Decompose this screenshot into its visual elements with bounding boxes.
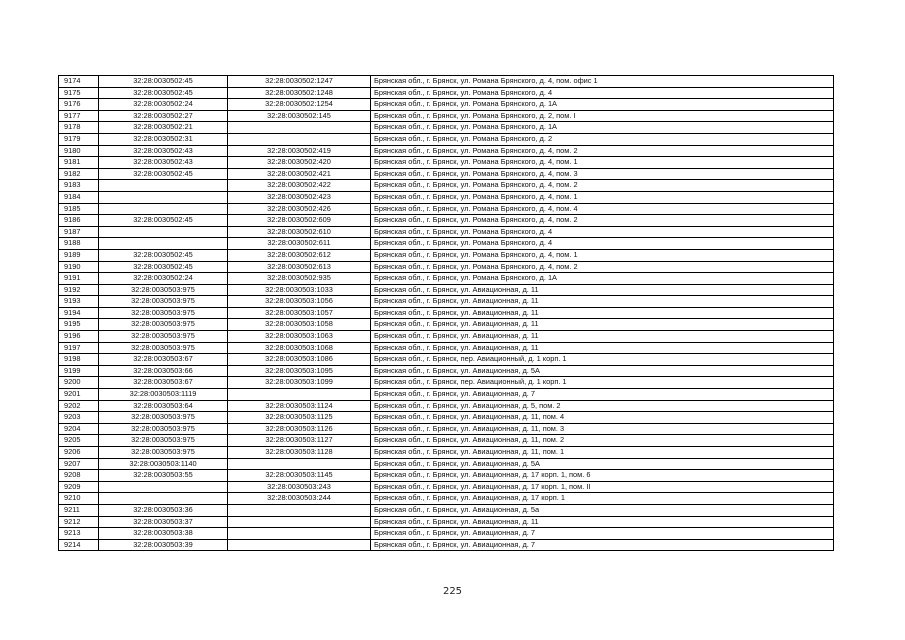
parcel-cadastral-number-cell: 32:28:0030503:55 <box>99 470 228 482</box>
parcel-cadastral-number-cell <box>99 203 228 215</box>
parcel-cadastral-number-cell <box>99 180 228 192</box>
object-cadastral-number-cell <box>228 122 371 134</box>
parcel-cadastral-number-cell: 32:28:0030502:45 <box>99 76 228 88</box>
address-cell: Брянская обл., г. Брянск, ул. Авиационная, д. 5а <box>371 504 834 516</box>
object-cadastral-number-cell <box>228 389 371 401</box>
address-cell: Брянская обл., г. Брянск, ул. Романа Брянского, д. 4, пом. 2 <box>371 215 834 227</box>
table-row <box>59 423 834 435</box>
parcel-cadastral-number-cell: 32:28:0030503:975 <box>99 284 228 296</box>
object-cadastral-number-cell: 32:28:0030503:1126 <box>228 423 371 435</box>
parcel-cadastral-number-cell: 32:28:0030503:36 <box>99 504 228 516</box>
row-number-cell: 9194 <box>59 307 99 319</box>
object-cadastral-number-cell: 32:28:0030503:1033 <box>228 284 371 296</box>
address-cell: Брянская обл., г. Брянск, ул. Романа Брянского, д. 4, пом. 4 <box>371 203 834 215</box>
row-number-cell: 9187 <box>59 226 99 238</box>
table-row <box>59 226 834 238</box>
address-cell: Брянская обл., г. Брянск, ул. Авиационная, д. 11, пом. 4 <box>371 412 834 424</box>
table-row <box>59 249 834 261</box>
object-cadastral-number-cell: 32:28:0030502:1248 <box>228 87 371 99</box>
table-row <box>59 76 834 88</box>
parcel-cadastral-number-cell <box>99 226 228 238</box>
parcel-cadastral-number-cell: 32:28:0030502:45 <box>99 215 228 227</box>
parcel-cadastral-number-cell: 32:28:0030503:975 <box>99 423 228 435</box>
row-number-cell: 9182 <box>59 168 99 180</box>
row-number-cell: 9193 <box>59 296 99 308</box>
parcel-cadastral-number-cell: 32:28:0030502:24 <box>99 273 228 285</box>
object-cadastral-number-cell: 32:28:0030503:244 <box>228 493 371 505</box>
row-number-cell: 9199 <box>59 365 99 377</box>
parcel-cadastral-number-cell: 32:28:0030503:975 <box>99 331 228 343</box>
parcel-cadastral-number-cell: 32:28:0030502:45 <box>99 168 228 180</box>
address-cell: Брянская обл., г. Брянск, ул. Романа Брянского, д. 4, пом. офис 1 <box>371 76 834 88</box>
table-row <box>59 273 834 285</box>
table-row <box>59 504 834 516</box>
row-number-cell: 9202 <box>59 400 99 412</box>
row-number-cell: 9204 <box>59 423 99 435</box>
parcel-cadastral-number-cell: 32:28:0030503:975 <box>99 447 228 459</box>
registry-table <box>58 75 834 551</box>
object-cadastral-number-cell: 32:28:0030503:243 <box>228 481 371 493</box>
address-cell: Брянская обл., г. Брянск, пер. Авиационный, д. 1 корп. 1 <box>371 377 834 389</box>
table-row <box>59 389 834 401</box>
object-cadastral-number-cell: 32:28:0030503:1058 <box>228 319 371 331</box>
parcel-cadastral-number-cell: 32:28:0030503:67 <box>99 354 228 366</box>
parcel-cadastral-number-cell: 32:28:0030503:975 <box>99 307 228 319</box>
table-row <box>59 191 834 203</box>
table-row <box>59 481 834 493</box>
object-cadastral-number-cell: 32:28:0030503:1127 <box>228 435 371 447</box>
object-cadastral-number-cell: 32:28:0030502:612 <box>228 249 371 261</box>
object-cadastral-number-cell: 32:28:0030503:1145 <box>228 470 371 482</box>
registry-table-container <box>58 75 834 551</box>
address-cell: Брянская обл., г. Брянск, ул. Авиационная, д. 11 <box>371 296 834 308</box>
table-row <box>59 412 834 424</box>
table-row <box>59 528 834 540</box>
row-number-cell: 9190 <box>59 261 99 273</box>
table-row <box>59 284 834 296</box>
table-row <box>59 539 834 551</box>
parcel-cadastral-number-cell: 32:28:0030503:975 <box>99 296 228 308</box>
parcel-cadastral-number-cell: 32:28:0030502:43 <box>99 157 228 169</box>
object-cadastral-number-cell: 32:28:0030502:1254 <box>228 99 371 111</box>
address-cell: Брянская обл., г. Брянск, ул. Авиационная, д. 7 <box>371 539 834 551</box>
parcel-cadastral-number-cell: 32:28:0030503:1119 <box>99 389 228 401</box>
row-number-cell: 9195 <box>59 319 99 331</box>
object-cadastral-number-cell: 32:28:0030503:1095 <box>228 365 371 377</box>
row-number-cell: 9196 <box>59 331 99 343</box>
object-cadastral-number-cell: 32:28:0030502:610 <box>228 226 371 238</box>
object-cadastral-number-cell: 32:28:0030502:426 <box>228 203 371 215</box>
address-cell: Брянская обл., г. Брянск, ул. Авиационная, д. 11 <box>371 307 834 319</box>
row-number-cell: 9212 <box>59 516 99 528</box>
parcel-cadastral-number-cell: 32:28:0030503:39 <box>99 539 228 551</box>
parcel-cadastral-number-cell <box>99 481 228 493</box>
table-row <box>59 180 834 192</box>
parcel-cadastral-number-cell: 32:28:0030503:37 <box>99 516 228 528</box>
object-cadastral-number-cell: 32:28:0030502:421 <box>228 168 371 180</box>
table-row <box>59 168 834 180</box>
row-number-cell: 9198 <box>59 354 99 366</box>
address-cell: Брянская обл., г. Брянск, ул. Романа Брянского, д. 2 <box>371 133 834 145</box>
address-cell: Брянская обл., г. Брянск, ул. Авиационная, д. 5, пом. 2 <box>371 400 834 412</box>
address-cell: Брянская обл., г. Брянск, ул. Авиационная, д. 11, пом. 3 <box>371 423 834 435</box>
address-cell: Брянская обл., г. Брянск, ул. Романа Брянского, д. 4 <box>371 226 834 238</box>
parcel-cadastral-number-cell: 32:28:0030502:43 <box>99 145 228 157</box>
address-cell: Брянская обл., г. Брянск, ул. Романа Брянского, д. 4 <box>371 238 834 250</box>
table-row <box>59 296 834 308</box>
table-row <box>59 110 834 122</box>
address-cell: Брянская обл., г. Брянск, ул. Авиационная, д. 5А <box>371 458 834 470</box>
table-row <box>59 122 834 134</box>
parcel-cadastral-number-cell: 32:28:0030503:975 <box>99 319 228 331</box>
table-row <box>59 319 834 331</box>
row-number-cell: 9177 <box>59 110 99 122</box>
row-number-cell: 9207 <box>59 458 99 470</box>
table-row <box>59 133 834 145</box>
row-number-cell: 9203 <box>59 412 99 424</box>
object-cadastral-number-cell: 32:28:0030502:422 <box>228 180 371 192</box>
page-number: 225 <box>442 586 463 597</box>
table-row <box>59 238 834 250</box>
table-row <box>59 365 834 377</box>
table-row <box>59 377 834 389</box>
row-number-cell: 9180 <box>59 145 99 157</box>
row-number-cell: 9208 <box>59 470 99 482</box>
parcel-cadastral-number-cell <box>99 493 228 505</box>
parcel-cadastral-number-cell: 32:28:0030502:27 <box>99 110 228 122</box>
row-number-cell: 9183 <box>59 180 99 192</box>
table-row <box>59 435 834 447</box>
address-cell: Брянская обл., г. Брянск, ул. Авиационная, д. 17 корп. 1, пом. 6 <box>371 470 834 482</box>
parcel-cadastral-number-cell: 32:28:0030503:38 <box>99 528 228 540</box>
row-number-cell: 9191 <box>59 273 99 285</box>
object-cadastral-number-cell <box>228 504 371 516</box>
parcel-cadastral-number-cell: 32:28:0030503:975 <box>99 435 228 447</box>
row-number-cell: 9181 <box>59 157 99 169</box>
object-cadastral-number-cell <box>228 539 371 551</box>
row-number-cell: 9205 <box>59 435 99 447</box>
row-number-cell: 9210 <box>59 493 99 505</box>
address-cell: Брянская обл., г. Брянск, ул. Авиационная, д. 11 <box>371 284 834 296</box>
row-number-cell: 9174 <box>59 76 99 88</box>
parcel-cadastral-number-cell: 32:28:0030503:66 <box>99 365 228 377</box>
address-cell: Брянская обл., г. Брянск, ул. Авиационная, д. 11 <box>371 319 834 331</box>
address-cell: Брянская обл., г. Брянск, ул. Романа Брянского, д. 4 <box>371 87 834 99</box>
address-cell: Брянская обл., г. Брянск, ул. Авиационная, д. 7 <box>371 389 834 401</box>
object-cadastral-number-cell: 32:28:0030503:1128 <box>228 447 371 459</box>
table-row <box>59 307 834 319</box>
table-row <box>59 493 834 505</box>
address-cell: Брянская обл., г. Брянск, ул. Романа Брянского, д. 2, пом. I <box>371 110 834 122</box>
row-number-cell: 9200 <box>59 377 99 389</box>
address-cell: Брянская обл., г. Брянск, ул. Авиационная, д. 17 корп. 1, пом. II <box>371 481 834 493</box>
row-number-cell: 9186 <box>59 215 99 227</box>
object-cadastral-number-cell: 32:28:0030503:1068 <box>228 342 371 354</box>
row-number-cell: 9178 <box>59 122 99 134</box>
row-number-cell: 9185 <box>59 203 99 215</box>
address-cell: Брянская обл., г. Брянск, ул. Авиационная, д. 11 <box>371 331 834 343</box>
table-row <box>59 157 834 169</box>
address-cell: Брянская обл., г. Брянск, ул. Авиационная, д. 11 <box>371 516 834 528</box>
address-cell: Брянская обл., г. Брянск, ул. Авиационная, д. 7 <box>371 528 834 540</box>
table-row <box>59 145 834 157</box>
parcel-cadastral-number-cell: 32:28:0030503:975 <box>99 412 228 424</box>
row-number-cell: 9189 <box>59 249 99 261</box>
parcel-cadastral-number-cell: 32:28:0030503:1140 <box>99 458 228 470</box>
row-number-cell: 9213 <box>59 528 99 540</box>
address-cell: Брянская обл., г. Брянск, ул. Авиационная, д. 11, пом. 1 <box>371 447 834 459</box>
table-row <box>59 470 834 482</box>
parcel-cadastral-number-cell: 32:28:0030502:45 <box>99 87 228 99</box>
object-cadastral-number-cell: 32:28:0030502:423 <box>228 191 371 203</box>
address-cell: Брянская обл., г. Брянск, ул. Романа Брянского, д. 4, пом. 1 <box>371 249 834 261</box>
object-cadastral-number-cell: 32:28:0030503:1099 <box>228 377 371 389</box>
table-row <box>59 261 834 273</box>
table-row <box>59 87 834 99</box>
parcel-cadastral-number-cell: 32:28:0030502:45 <box>99 249 228 261</box>
parcel-cadastral-number-cell: 32:28:0030502:21 <box>99 122 228 134</box>
address-cell: Брянская обл., г. Брянск, ул. Авиационная, д. 17 корп. 1 <box>371 493 834 505</box>
table-row <box>59 458 834 470</box>
object-cadastral-number-cell: 32:28:0030503:1056 <box>228 296 371 308</box>
object-cadastral-number-cell <box>228 458 371 470</box>
object-cadastral-number-cell: 32:28:0030503:1057 <box>228 307 371 319</box>
object-cadastral-number-cell <box>228 516 371 528</box>
parcel-cadastral-number-cell <box>99 238 228 250</box>
row-number-cell: 9201 <box>59 389 99 401</box>
row-number-cell: 9206 <box>59 447 99 459</box>
row-number-cell: 9184 <box>59 191 99 203</box>
object-cadastral-number-cell: 32:28:0030502:613 <box>228 261 371 273</box>
address-cell: Брянская обл., г. Брянск, ул. Романа Брянского, д. 4, пом. 2 <box>371 261 834 273</box>
object-cadastral-number-cell: 32:28:0030502:420 <box>228 157 371 169</box>
address-cell: Брянская обл., г. Брянск, пер. Авиационный, д. 1 корп. 1 <box>371 354 834 366</box>
row-number-cell: 9188 <box>59 238 99 250</box>
parcel-cadastral-number-cell: 32:28:0030502:45 <box>99 261 228 273</box>
parcel-cadastral-number-cell: 32:28:0030503:975 <box>99 342 228 354</box>
row-number-cell: 9211 <box>59 504 99 516</box>
parcel-cadastral-number-cell: 32:28:0030503:64 <box>99 400 228 412</box>
parcel-cadastral-number-cell: 32:28:0030503:67 <box>99 377 228 389</box>
object-cadastral-number-cell: 32:28:0030503:1124 <box>228 400 371 412</box>
table-row <box>59 331 834 343</box>
address-cell: Брянская обл., г. Брянск, ул. Романа Брянского, д. 4, пом. 2 <box>371 180 834 192</box>
row-number-cell: 9197 <box>59 342 99 354</box>
address-cell: Брянская обл., г. Брянск, ул. Авиационная, д. 11 <box>371 342 834 354</box>
table-row <box>59 99 834 111</box>
object-cadastral-number-cell: 32:28:0030502:609 <box>228 215 371 227</box>
address-cell: Брянская обл., г. Брянск, ул. Романа Брянского, д. 1А <box>371 99 834 111</box>
parcel-cadastral-number-cell: 32:28:0030502:31 <box>99 133 228 145</box>
row-number-cell: 9176 <box>59 99 99 111</box>
address-cell: Брянская обл., г. Брянск, ул. Романа Брянского, д. 1А <box>371 122 834 134</box>
object-cadastral-number-cell: 32:28:0030502:611 <box>228 238 371 250</box>
object-cadastral-number-cell: 32:28:0030502:145 <box>228 110 371 122</box>
table-row <box>59 400 834 412</box>
address-cell: Брянская обл., г. Брянск, ул. Романа Брянского, д. 4, пом. 1 <box>371 157 834 169</box>
parcel-cadastral-number-cell <box>99 191 228 203</box>
object-cadastral-number-cell <box>228 133 371 145</box>
table-row <box>59 342 834 354</box>
row-number-cell: 9192 <box>59 284 99 296</box>
address-cell: Брянская обл., г. Брянск, ул. Авиационная, д. 5А <box>371 365 834 377</box>
table-row <box>59 215 834 227</box>
parcel-cadastral-number-cell: 32:28:0030502:24 <box>99 99 228 111</box>
row-number-cell: 9214 <box>59 539 99 551</box>
object-cadastral-number-cell: 32:28:0030502:1247 <box>228 76 371 88</box>
table-row <box>59 203 834 215</box>
row-number-cell: 9209 <box>59 481 99 493</box>
object-cadastral-number-cell: 32:28:0030502:935 <box>228 273 371 285</box>
table-row <box>59 354 834 366</box>
table-row <box>59 447 834 459</box>
object-cadastral-number-cell <box>228 528 371 540</box>
object-cadastral-number-cell: 32:28:0030503:1063 <box>228 331 371 343</box>
address-cell: Брянская обл., г. Брянск, ул. Авиационная, д. 11, пом. 2 <box>371 435 834 447</box>
address-cell: Брянская обл., г. Брянск, ул. Романа Брянского, д. 4, пом. 2 <box>371 145 834 157</box>
object-cadastral-number-cell: 32:28:0030503:1125 <box>228 412 371 424</box>
row-number-cell: 9179 <box>59 133 99 145</box>
row-number-cell: 9175 <box>59 87 99 99</box>
table-row <box>59 516 834 528</box>
object-cadastral-number-cell: 32:28:0030502:419 <box>228 145 371 157</box>
table-body <box>59 76 834 551</box>
address-cell: Брянская обл., г. Брянск, ул. Романа Брянского, д. 4, пом. 3 <box>371 168 834 180</box>
address-cell: Брянская обл., г. Брянск, ул. Романа Брянского, д. 1А <box>371 273 834 285</box>
address-cell: Брянская обл., г. Брянск, ул. Романа Брянского, д. 4, пом. 1 <box>371 191 834 203</box>
object-cadastral-number-cell: 32:28:0030503:1086 <box>228 354 371 366</box>
